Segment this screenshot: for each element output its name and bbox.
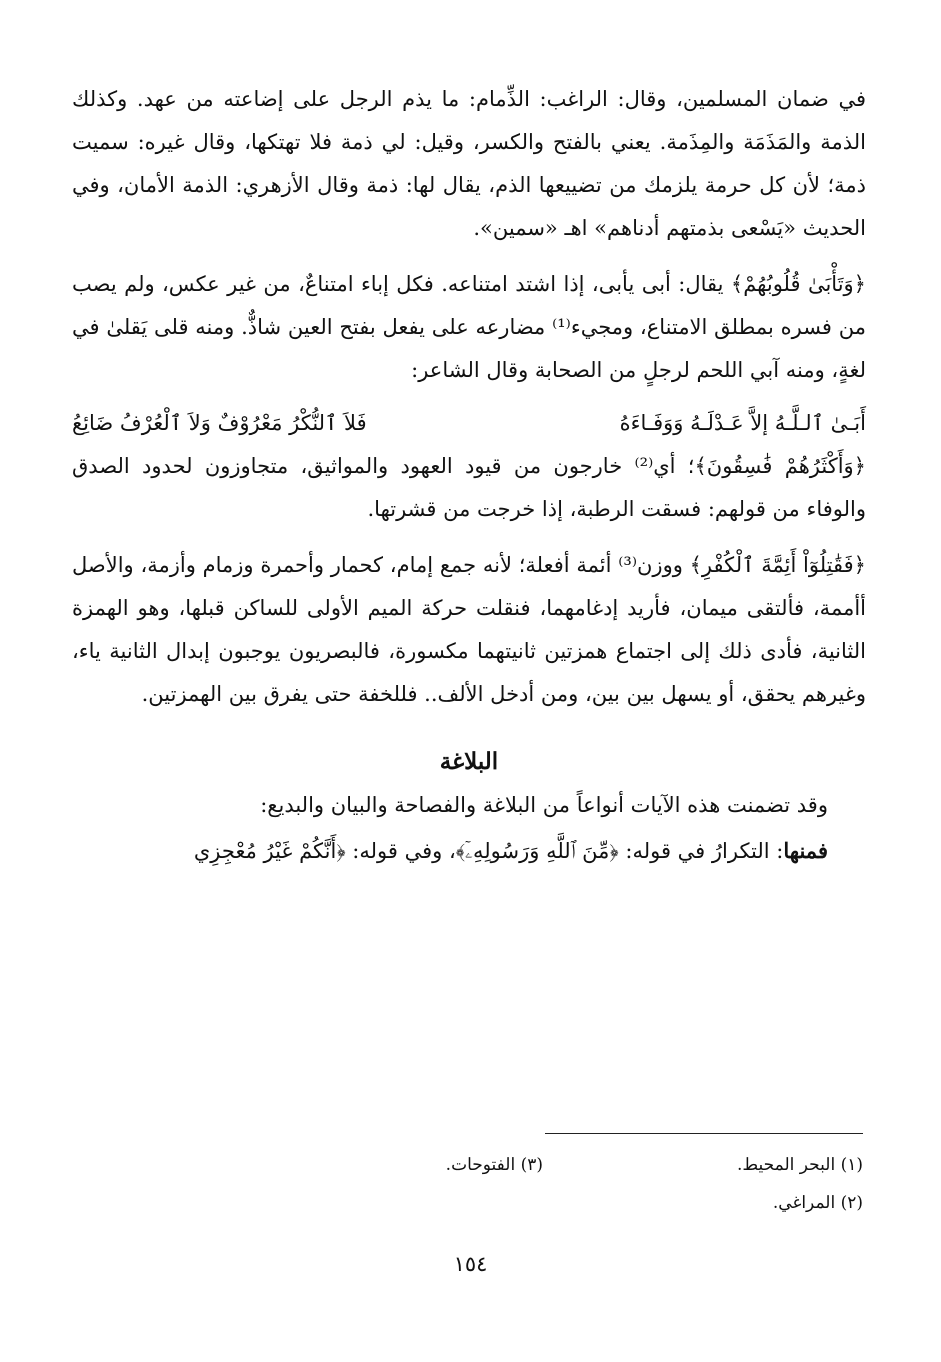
- footnote-divider: [545, 1133, 863, 1134]
- verse-first-hemistich: أَبَـىٰ ٱلـلَّـهُ إلاَّ عَـدْلَـهُ وَوَفَـاءَهُ: [619, 411, 866, 435]
- footnote-1: (١) البحر المحيط.: [737, 1155, 863, 1175]
- paragraph-fasiqun: ﴿وَأَكْثَرُهُمْ فَٰسِقُونَ﴾؛ أي⁽²⁾ خارجون من قيود العهود والمواثيق، متجاوزون لحدود الصدق والوفاء من قولهم: فسقت الرطبة، إذا خرجت من قشرتها.: [72, 454, 866, 521]
- paragraph-dhimma: في ضمان المسلمين، وقال: الراغب: الذِّمام: ما يذم الرجل على إضاعته من عهد. وكذلك الذمة والمَذَمَة والمِذَمة. يعني بالفتح والكسر، وقيل: لي ذمة فلا تهتكها، وقال غيره: سميت ذمة؛ لأن كل حرمة يلزمك من تضييعها الذم، يقال لها: ذمة وقال الأزهري: الذمة الأمان، وفي الحديث «يَسْعى بذمتهم أدناهم» اهـ «سمين».: [72, 87, 866, 240]
- footnotes: [163, 1146, 863, 1222]
- footnote-2: (٢) المراغي.: [772, 1193, 863, 1213]
- first-item-lead: فمنها: [783, 838, 828, 863]
- page-number: ١٥٤: [453, 1252, 488, 1276]
- page-body: [72, 78, 866, 873]
- footnote-row-1: [163, 1146, 863, 1184]
- first-item-text: : التكرارُ في قوله: ﴿مِّنَ ٱللَّهِ وَرَسُولِهِۦٓ﴾، وفي قوله: ﴿أَنَّكُمْ غَيْرُ مُعْجِزِي: [193, 839, 784, 863]
- paragraph-tabaa: ﴿وَتَأْبَىٰ قُلُوبُهُمْ﴾ يقال: أبى يأبى، إذا اشتد امتناعه. فكل إباء امتناعٌ، من غير عكس، ولم يصب من فسره بمطلق الامتناع، ومجيء⁽¹⁾ مضارعه على يفعل بفتح العين شاذٌّ. ومنه قلى يَقلىٰ في لغةٍ، ومنه آبي اللحم لرجلٍ من الصحابة وقال الشاعر:: [72, 272, 866, 382]
- poetry-verse: [72, 402, 866, 445]
- section-intro: وقد تضمنت هذه الآيات أنواعاً من البلاغة والفصاحة والبيان والبديع:: [260, 793, 828, 817]
- paragraph-aimmat: ﴿فَقَٰتِلُوٓاْ أَئِمَّةَ ٱلْكُفْرِ﴾ ووزن⁽³⁾ أئمة أفعلة؛ لأنه جمع إمام، كحمار وأحمرة وزمام وأزمة، والأصل أأممة، فألتقى ميمان، فأريد إدغامهما، فنقلت حركة الميم الأولى للساكن قبلها، وهو الهمزة الثانية، فأدى ذلك إلى اجتماع همزتين ثانيتهما مكسورة، فالبصريون يوجبون إبدال الثانية ياء، وغيرهم يحقق، أو يسهل بين بين، ومن أدخل الألف.. فللخفة حتى يفرق بين الهمزتين.: [72, 553, 866, 706]
- section-heading: البلاغة: [439, 748, 499, 775]
- footnote-3: (٣) الفتوحات.: [445, 1155, 543, 1175]
- verse-second-hemistich: فَلاَ ٱلنُّكْرُ مَعْرُوْفٌ وَلاَ ٱلْعُرْفُ ضَائِعُ: [72, 411, 367, 435]
- footnote-row-2: [163, 1184, 863, 1222]
- section-first-item: [72, 829, 866, 873]
